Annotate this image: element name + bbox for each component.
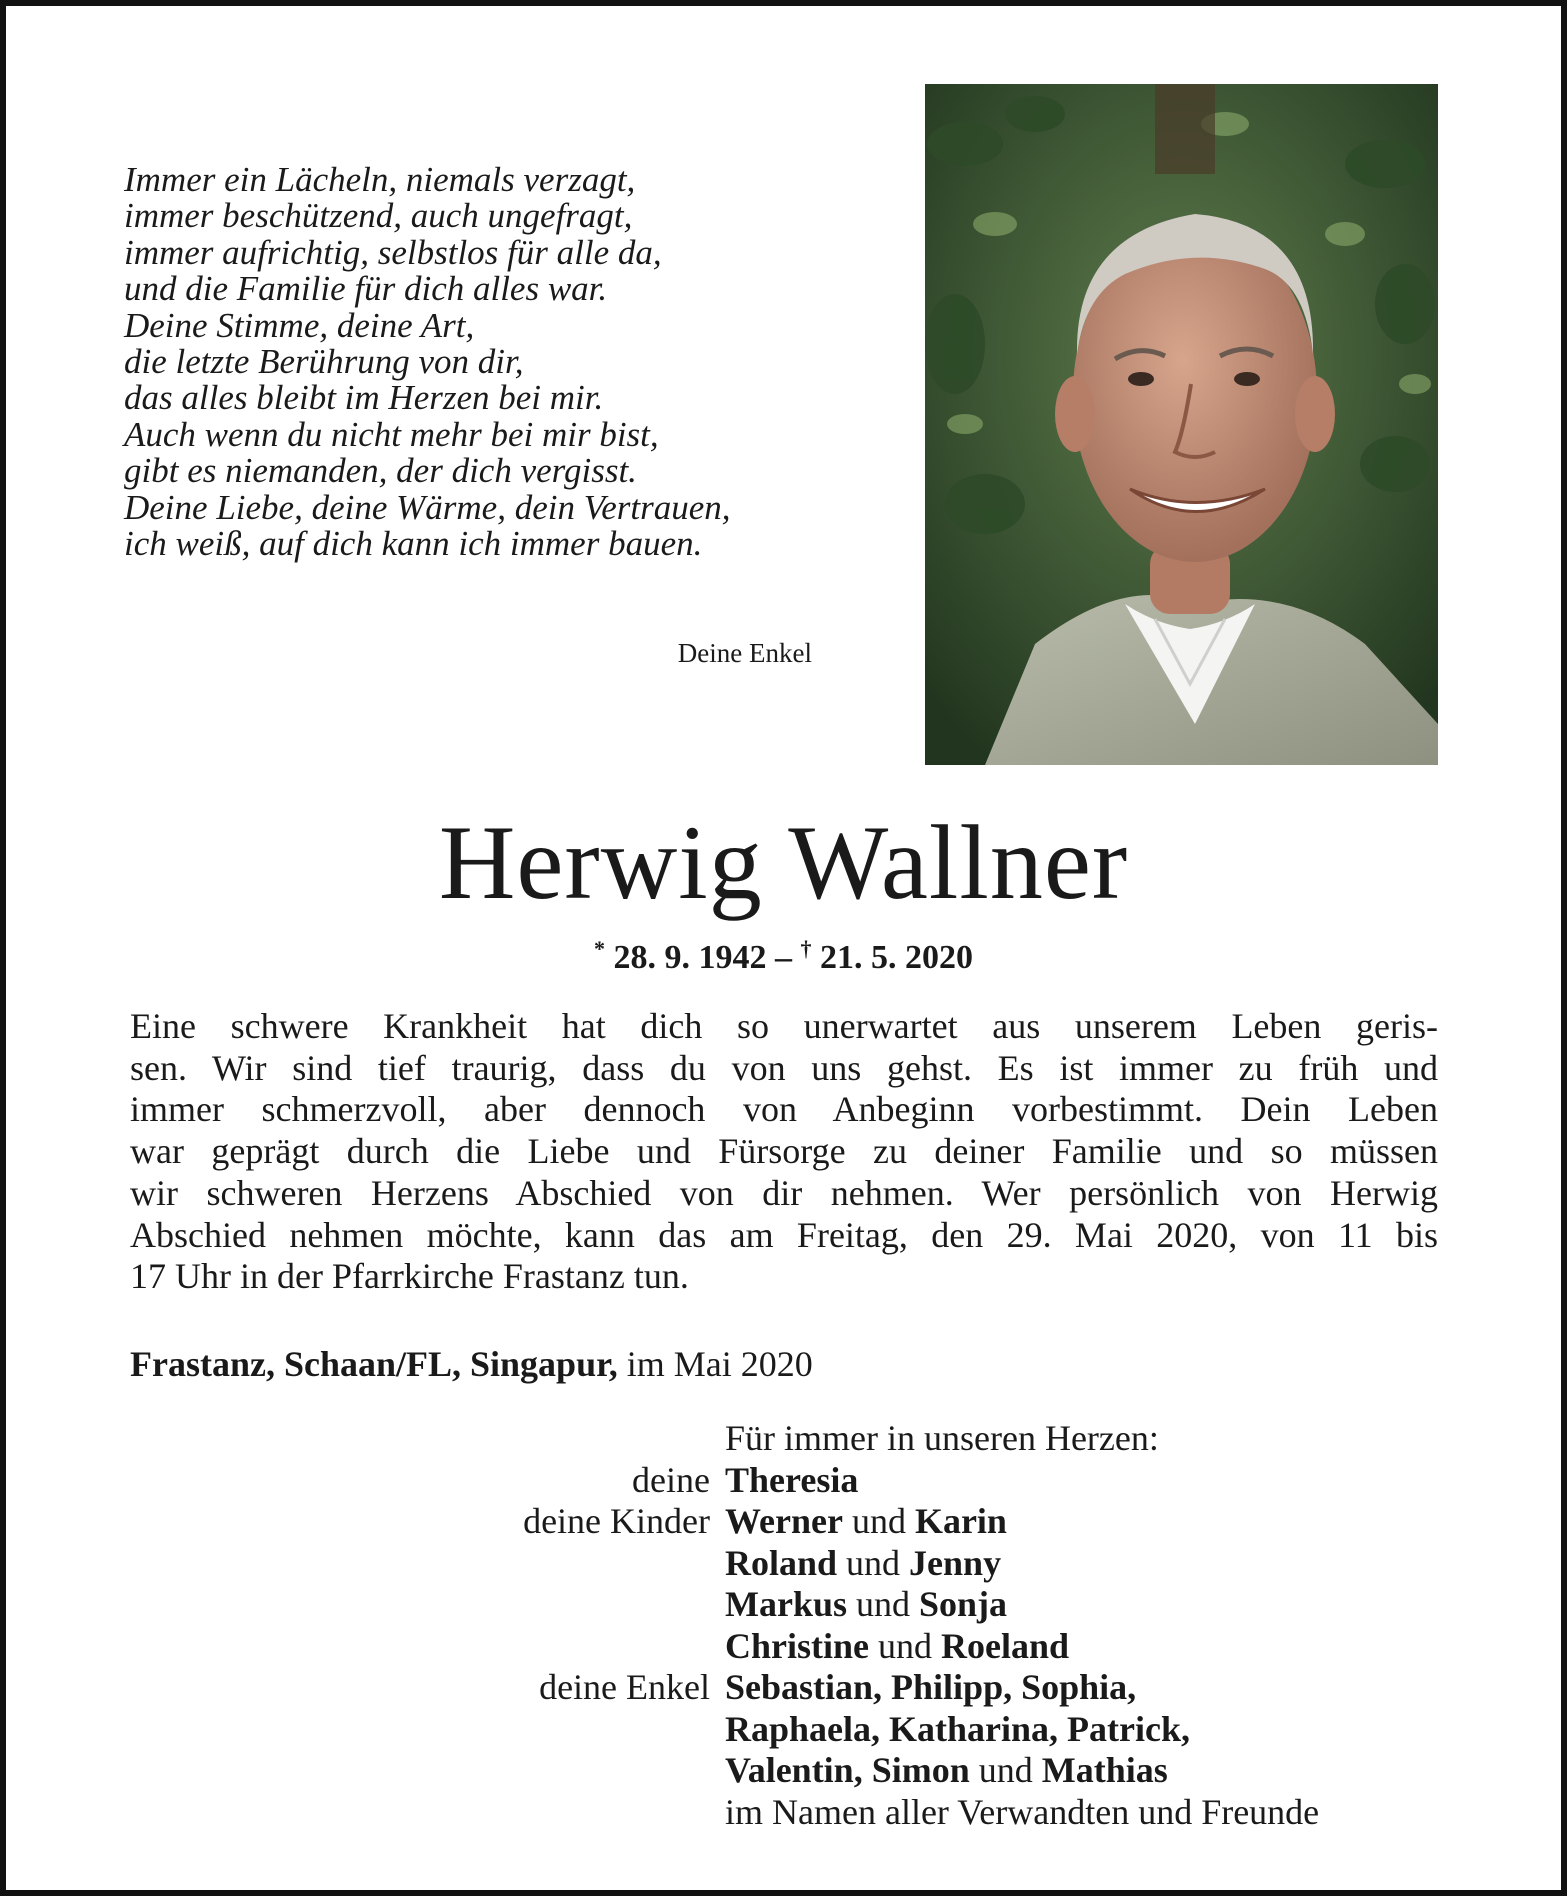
partner-name: Sonja — [919, 1584, 1008, 1624]
text-line: sen. Wir sind tief traurig, dass du von uns gehst. Es ist immer zu früh und — [130, 1047, 1438, 1088]
death-symbol: † — [800, 936, 812, 961]
grandchildren-row — [130, 1709, 1450, 1751]
conjunction: und — [878, 1625, 932, 1666]
place-and-date — [130, 1343, 1430, 1385]
poem-signature: Deine Enkel — [677, 638, 812, 668]
obituary-text — [130, 1006, 1438, 1298]
poem-line: Immer ein Lächeln, niemals verzagt, — [124, 160, 636, 199]
child-row — [130, 1584, 1450, 1626]
text-line: war geprägt durch die Liebe und Fürsorge zu deiner Familie und so müssen — [130, 1131, 1438, 1172]
partner-name: Jenny — [909, 1542, 1002, 1583]
birth-date: 28. 9. 1942 — [613, 939, 767, 976]
life-dates — [0, 936, 1567, 977]
poem-line: das alles bleibt im Herzen bei mir. — [124, 378, 604, 418]
text-line: wir schweren Herzens Abschied von dir nehmen. Wer persönlich von Herwig — [130, 1172, 1438, 1213]
child-name: Christine — [725, 1625, 869, 1666]
relation-label: deine Kinder — [523, 1501, 710, 1541]
mourners-list — [130, 1418, 1450, 1833]
poem-line: und die Familie für dich alles war. — [124, 269, 608, 309]
poem-line: Auch wenn du nicht mehr bei mir bist, — [124, 414, 659, 454]
date-dash: – — [775, 939, 792, 976]
birth-symbol: * — [594, 936, 605, 961]
conjunction: und — [856, 1584, 911, 1624]
closing-row — [130, 1792, 1450, 1834]
locations: Frastanz, Schaan/FL, Singapur, — [130, 1344, 618, 1384]
poem-line: die letzte Berührung von dir, — [124, 342, 524, 382]
poem-line: Deine Liebe, deine Wärme, dein Vertrauen, — [124, 487, 731, 527]
grandchildren-row — [130, 1750, 1450, 1792]
child-row — [130, 1501, 1450, 1543]
relation-label: deine — [632, 1459, 710, 1500]
relation-label-empty — [130, 1543, 725, 1585]
relation-label-empty — [130, 1418, 725, 1460]
child-row — [130, 1543, 1450, 1585]
child-row — [130, 1626, 1450, 1668]
grandchildren-names: Raphaela, Katharina, Patrick, — [725, 1708, 1190, 1749]
relation-label-empty — [130, 1626, 725, 1668]
relation-label-empty — [130, 1792, 725, 1834]
text-line: 17 Uhr in der Pfarrkirche Frastanz tun. — [130, 1256, 689, 1297]
relation-label-empty — [130, 1709, 725, 1751]
relation-label: deine Enkel — [539, 1667, 710, 1707]
poem-line: gibt es niemanden, der dich vergisst. — [124, 451, 637, 491]
conjunction: und — [851, 1501, 906, 1541]
conjunction: und — [846, 1542, 901, 1583]
poem — [124, 162, 864, 562]
text-line: Eine schwere Krankheit hat dich so unerwartet aus unserem Leben geris- — [130, 1006, 1438, 1046]
text-line: immer schmerzvoll, aber dennoch von Anbeginn vorbestimmt. Dein Leben — [130, 1089, 1438, 1130]
month-date: im Mai 2020 — [626, 1344, 813, 1384]
relation-label-empty — [130, 1750, 725, 1792]
mourners-heading-row — [130, 1418, 1450, 1460]
relation-label-empty — [130, 1584, 725, 1626]
grandchildren-row — [130, 1667, 1450, 1709]
poem-line: ich weiß, auf dich kann ich immer bauen. — [124, 524, 703, 564]
grandchildren-names: Valentin, Simon — [725, 1750, 970, 1790]
child-name: Markus — [725, 1584, 848, 1624]
mourners-heading: Für immer in unseren Herzen: — [725, 1418, 1159, 1458]
partner-name: Roeland — [941, 1625, 1070, 1666]
grandchildren-names: Sebastian, Philipp, Sophia, — [725, 1667, 1137, 1707]
portrait-illustration — [925, 84, 1438, 765]
grandchild-name: Mathias — [1041, 1750, 1168, 1790]
spouse-row — [130, 1460, 1450, 1502]
poem-line: immer beschützend, auch ungefragt, — [124, 196, 633, 236]
child-name: Werner — [725, 1501, 843, 1541]
deceased-name: Herwig Wallner — [438, 804, 1129, 921]
partner-name: Karin — [914, 1501, 1007, 1541]
poem-line: immer aufrichtig, selbstlos für alle da, — [124, 232, 662, 272]
text-line: Abschied nehmen möchte, kann das am Freitag, den 29. Mai 2020, von 11 bis — [130, 1214, 1438, 1255]
portrait-photo — [925, 84, 1438, 765]
death-date: 21. 5. 2020 — [820, 939, 973, 976]
spouse-name: Theresia — [725, 1459, 859, 1500]
child-name: Roland — [725, 1542, 838, 1583]
conjunction: und — [978, 1750, 1033, 1790]
closing-line: im Namen aller Verwandten und Freunde — [725, 1791, 1320, 1832]
poem-line: Deine Stimme, deine Art, — [124, 305, 475, 345]
